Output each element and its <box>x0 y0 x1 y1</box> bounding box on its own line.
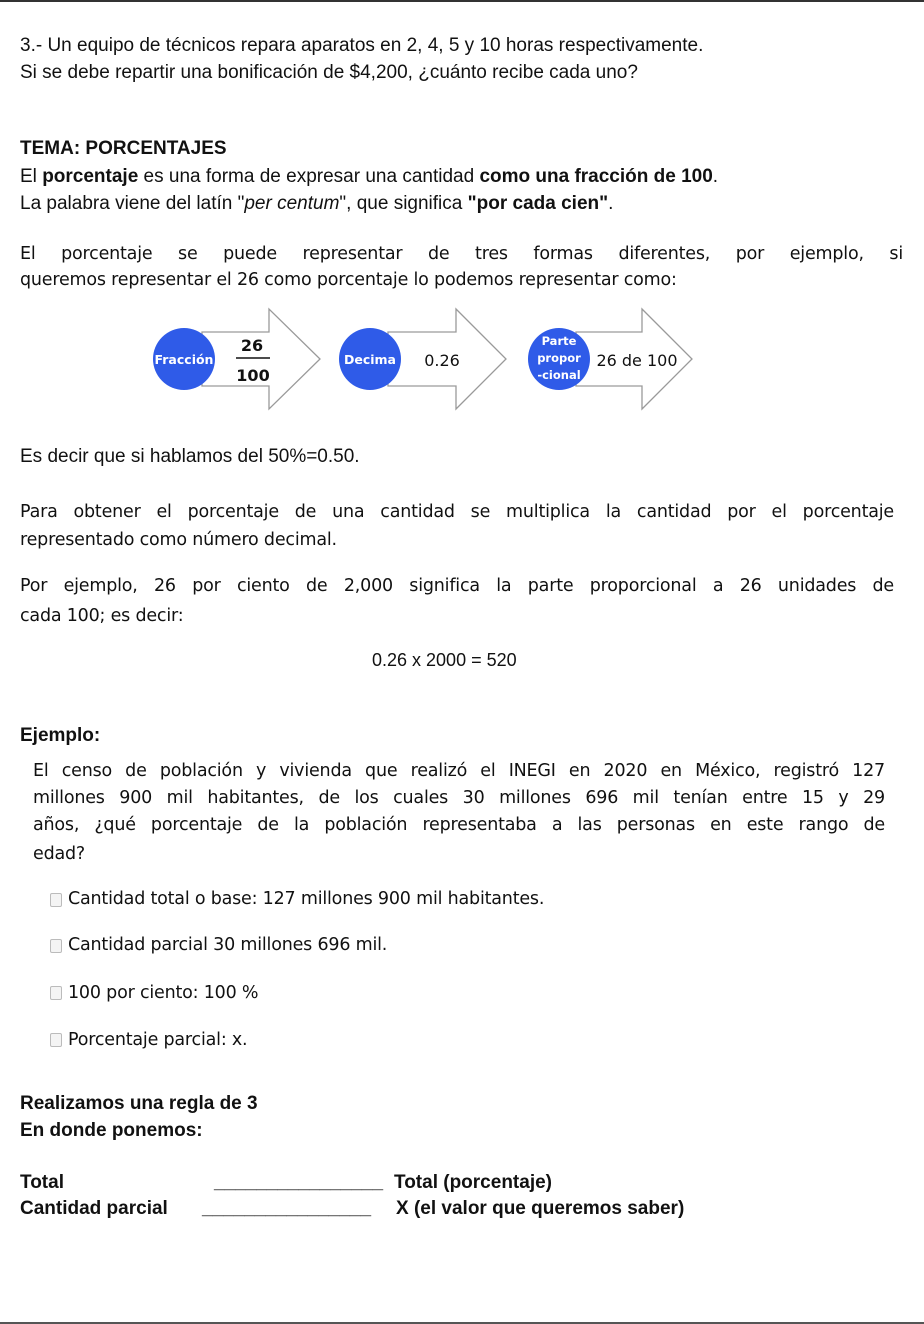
rule-row1-left: Total <box>20 1172 64 1193</box>
proportional-label-3: -cional <box>537 368 581 382</box>
example-intro-line-2: cada 100; es decir: <box>20 606 184 626</box>
method-line-2: representado como número decimal. <box>20 530 337 550</box>
rule-line-1: Realizamos una regla de 3 <box>20 1093 258 1114</box>
es-decir-line: Es decir que si hablamos del 50%=0.50. <box>20 446 360 467</box>
percentage-forms-diagram <box>146 305 706 413</box>
example-line-3: años, ¿qué porcentaje de la población representaba a las personas en este rango de <box>33 815 885 835</box>
example-line-1: El censo de población y vivienda que realizó el INEGI en 2020 en México, registró 127 <box>33 761 885 781</box>
example-title: Ejemplo: <box>20 725 101 746</box>
forms-intro-line-2: queremos representar el 26 como porcentaje lo podemos representar como: <box>20 270 677 290</box>
bullet-icon <box>50 986 62 1000</box>
rule-line-2: En donde ponemos: <box>20 1120 203 1141</box>
rule-row2-blank: ________________ <box>202 1198 372 1219</box>
rule-row1-blank: ________________ <box>214 1172 384 1193</box>
definition-line-1: El porcentaje es una forma de expresar una cantidad como una fracción de 100. <box>20 166 719 187</box>
list-item: 100 por ciento: 100 % <box>68 983 259 1003</box>
bullet-icon <box>50 1033 62 1047</box>
list-item: Porcentaje parcial: x. <box>68 1030 248 1050</box>
proportional-label-2: propor <box>537 351 581 365</box>
proportional-label-1: Parte <box>541 334 577 348</box>
topic-title: TEMA: PORCENTAJES <box>20 138 227 159</box>
top-border <box>0 0 924 2</box>
decimal-value: 0.26 <box>424 351 460 370</box>
list-item: Cantidad total o base: 127 millones 900 mil habitantes. <box>68 889 545 909</box>
definition-line-2: La palabra viene del latín "per centum", que significa "por cada cien". <box>20 193 614 214</box>
rule-row2-left: Cantidad parcial <box>20 1198 168 1219</box>
rule-row2-right: X (el valor que queremos saber) <box>396 1198 685 1219</box>
fraction-numerator: 26 <box>240 336 264 355</box>
problem-line-2: Si se debe repartir una bonificación de $4,200, ¿cuánto recibe cada uno? <box>20 62 638 83</box>
list-item: Cantidad parcial 30 millones 696 mil. <box>68 935 388 955</box>
bullet-icon <box>50 939 62 953</box>
rule-row1-right: Total (porcentaje) <box>394 1172 552 1193</box>
fraction-label: Fracción <box>154 352 214 367</box>
problem-line-1: 3.- Un equipo de técnicos repara aparatos en 2, 4, 5 y 10 horas respectivamente. <box>20 35 704 56</box>
proportional-value: 26 de 100 <box>596 351 678 370</box>
bullet-icon <box>50 893 62 907</box>
fraction-arrow <box>202 309 320 409</box>
example-line-2: millones 900 mil habitantes, de los cuales 30 millones 696 mil tenían entre 15 y 29 <box>33 788 885 808</box>
fraction-denominator: 100 <box>236 366 270 385</box>
example-line-4: edad? <box>33 844 85 864</box>
decimal-label: Decima <box>343 352 397 367</box>
formula: 0.26 x 2000 = 520 <box>372 650 517 670</box>
example-intro-line-1: Por ejemplo, 26 por ciento de 2,000 significa la parte proporcional a 26 unidades de <box>20 576 894 596</box>
method-line-1: Para obtener el porcentaje de una cantidad se multiplica la cantidad por el porcentaje <box>20 502 894 522</box>
forms-intro-line-1: El porcentaje se puede representar de tres formas diferentes, por ejemplo, si <box>20 244 903 264</box>
